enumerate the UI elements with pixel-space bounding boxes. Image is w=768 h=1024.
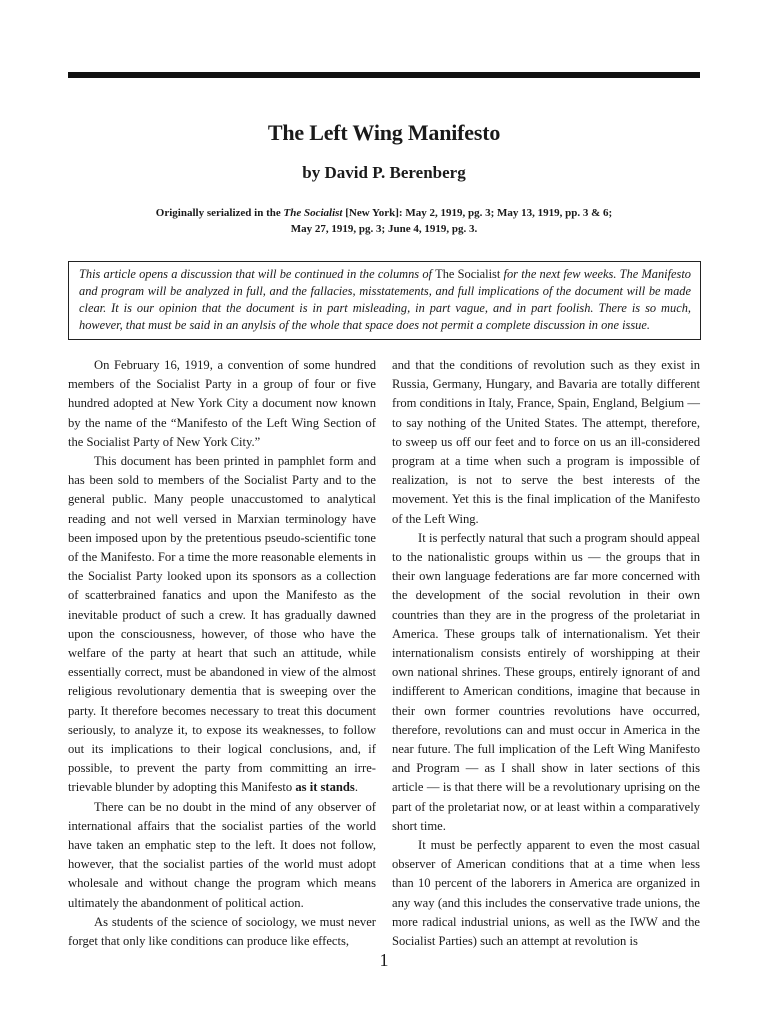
source-line-2: May 27, 1919, pg. 3; June 4, 1919, pg. 3.	[290, 223, 478, 235]
left-p2-bold: as it stands	[295, 780, 355, 795]
intro-paper: The Socialist	[435, 267, 501, 281]
intro-part-2: for the next few weeks. The Manifesto and program will be analyzed in full, and the fallacies, misstatements, and full implications of the document will be made clear. It is our opinion that the document is in part misleading, in part vague, and in part foolish. There is so much, however, that must be said in an anylsis of the whole that space does not permit a complete discussion in one issue.	[79, 267, 691, 332]
top-rule	[68, 72, 700, 78]
left-paragraph-3: There can be no doubt in the mind of any observer of international affairs that the socialist parties of the world have taken an emphatic step to the left. It does not follow, however, that the socialist parties of the world must adopt wholesale and without change the program which means ultimately the abandonment of political action.	[68, 799, 376, 910]
right-paragraph-1: and that the conditions of revolution such as they exist in Russia, Germany, Hungary, and Bavaria are totally different from conditions in Italy, France, Spain, England, Belgium — to say nothing of the United States. The attempt, therefore, to sweep us off our feet and to force on us an ill-considered program at a time when such a program is impossible of realization, is not to serve the best interests of the movement. Yet this is the final implication of the Manifesto of the Left Wing.	[392, 358, 700, 526]
right-paragraph-2: It is perfectly natural that such a program should appeal to the nationalistic groups within us — the groups that in their own language federations are far more concerned with the development of the social revolution in their own countries than they are in the progress of the proletariat in America. These groups talk of internationalism. Yet their internationalism consists entirely of worshipping at their own national shrines. These groups, entirely ignorant of and indifferent to American conditions, imagine that because in their own former countries revolutions have occurred, therefore, revolutions can and must occur in America in the near future. The full implication of the Left Wing Manifesto and Program — as I shall show in later sections of this article — is that there will be a revolutionary uprising on the part of the proletariat now, or at least within a comparatively short time.	[392, 530, 700, 833]
right-column	[392, 356, 700, 951]
intro-box	[68, 261, 701, 340]
left-p2-end: .	[354, 780, 358, 795]
left-p2-text: This document has been printed in pamphlet form and has been sold to members of the Socialist Party and to the general public. Many people unaccustomed to analytical reading and not well versed in Marxian terminology have been imposed upon by the pretentious pseudo-scientific tone of the Manifesto. For a time the more reasonable elements in the Socialist Party looked upon its sponsors as a collection of scatterbrained fanatics and upon the Manifesto as the inevitable product of such a crew. It has gradually dawned upon the consciousness, however, of those who have the welfare of the party at heart that such an attitude, while essentially correct, must be abandoned in view of the almost religious revolutionary dementia that is sweeping over the party. It therefore becomes necessary to treat this document seriously, to analyze it, to expose its weaknesses, to follow out its implications to their logical conclusions, and, if possible, to prevent the party from committing an irretrievable blunder by adopting this Manifesto	[68, 454, 376, 795]
source-prefix: Originally serialized in the	[155, 207, 284, 219]
page-number: 1	[379, 950, 389, 970]
source-rest: [New York]: May 2, 1919, pg. 3; May 13, 1919, pp. 3 & 6;	[342, 207, 613, 219]
right-paragraph-3: It must be perfectly apparent to even the most casual observer of American conditions that at a time when less than 10 percent of the laborers in America are organized in any way (and this includes the conservative trade unions, the more radical industrial unions, as well as the IWW and the Socialist Parties) such an attempt at revolution is	[392, 838, 700, 949]
left-paragraph-2	[68, 452, 376, 798]
source-paper: The Socialist	[283, 207, 343, 219]
article-byline: by David P. Berenberg	[302, 163, 466, 182]
article-title: The Left Wing Manifesto	[267, 120, 501, 145]
source-citation	[0, 205, 768, 237]
left-paragraph-4: As students of the science of sociology, we must never forget that only like conditions can produce like effects,	[68, 914, 376, 949]
left-paragraph-1: On February 16, 1919, a convention of some hundred members of the Socialist Party in a group of four or five hundred adopted at New York City a document now known by the name of the “Manifesto of the Left Wing Section of the Socialist Party of New York City.”	[68, 358, 376, 449]
left-column	[68, 356, 376, 951]
intro-part-1: This article opens a discussion that will be continued in the columns of	[79, 267, 436, 281]
